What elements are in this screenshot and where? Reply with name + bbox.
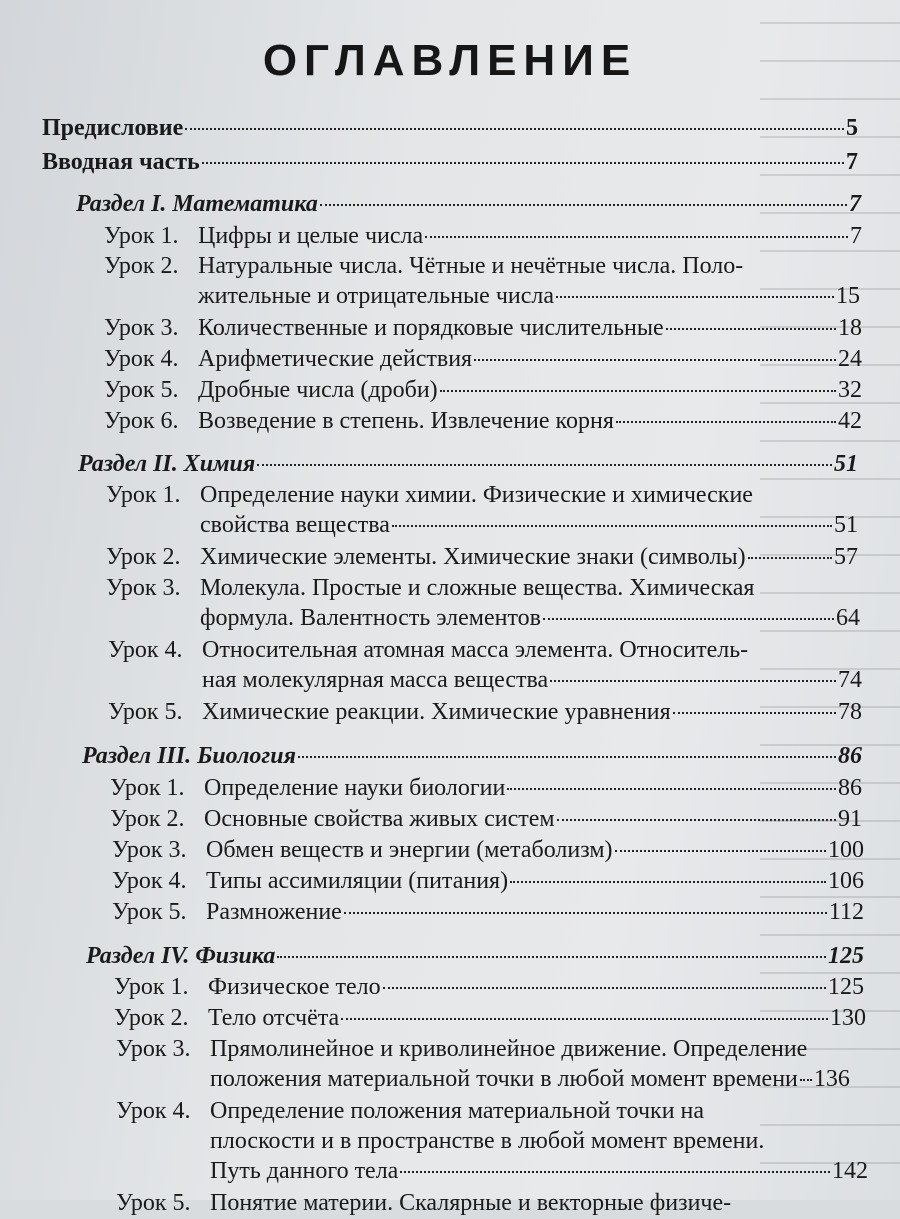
toc-entry-preface (42, 112, 858, 144)
toc-lesson (116, 1095, 868, 1127)
toc-lesson-continuation (202, 664, 862, 696)
toc-lesson (110, 803, 862, 835)
entry-page: 136 (813, 1066, 850, 1092)
lesson-prefix: Урок 1. (114, 974, 189, 1000)
entry-page: 125 (828, 974, 864, 1000)
lesson-label-cont: свойства вещества (200, 512, 390, 538)
lesson-prefix: Урок 5. (112, 899, 187, 925)
dot-leader (474, 359, 836, 361)
toc-lesson-continuation (210, 1155, 868, 1187)
lesson-prefix: Урок 6. (104, 408, 179, 434)
dot-leader (615, 850, 826, 852)
lesson-prefix: Урок 5. (108, 699, 183, 725)
dot-leader (257, 464, 832, 466)
toc-lesson (106, 541, 858, 573)
entry-page: 91 (838, 806, 862, 832)
entry-page: 57 (834, 544, 858, 570)
entry-page: 78 (838, 699, 862, 725)
lesson-label: Прямолинейное и криволинейное движение. Определение (210, 1036, 808, 1062)
toc-section-3 (82, 740, 862, 772)
lesson-label-cont: жительные и отрицательные числа (198, 283, 555, 309)
toc-lesson (104, 374, 862, 406)
dot-leader (392, 525, 832, 527)
lesson-label: Определение науки химии. Физические и химические (200, 482, 753, 508)
lesson-label: Определение положения материальной точки на (210, 1098, 705, 1124)
lesson-prefix: Урок 5. (116, 1190, 191, 1216)
dot-leader (298, 756, 836, 758)
section-label: Раздел III. Биология (82, 743, 296, 769)
lesson-prefix: Урок 4. (104, 346, 179, 372)
dot-leader (800, 1079, 812, 1081)
entry-page: 7 (849, 191, 861, 217)
lesson-label: Тело отсчёта (208, 1005, 340, 1031)
entry-page: 24 (838, 346, 862, 372)
entry-page: 42 (838, 408, 862, 434)
entry-page: 18 (838, 315, 862, 341)
toc-lesson (110, 772, 862, 804)
lesson-label: Молекула. Простые и сложные вещества. Химическая (200, 575, 755, 601)
lesson-label-cont: положения материальной точки в любой момент времени (210, 1066, 798, 1092)
dot-leader (550, 680, 836, 682)
toc-lesson-continuation (200, 509, 858, 541)
entry-page: 64 (836, 605, 860, 631)
section-label: Раздел II. Химия (78, 451, 256, 477)
lesson-label-cont: формула. Валентность элементов (200, 605, 541, 631)
toc-lesson (104, 250, 862, 282)
entry-page: 86 (838, 775, 862, 801)
toc-lesson (104, 312, 862, 344)
toc-lesson-continuation: плоскости и в пространстве в любой момент времени. (210, 1128, 765, 1154)
lesson-prefix: Урок 5. (104, 377, 179, 403)
toc-lesson (116, 1033, 868, 1065)
lesson-label: Физическое тело (208, 974, 381, 1000)
lesson-label: Размножение (206, 899, 342, 925)
lesson-prefix: Урок 1. (110, 775, 185, 801)
entry-page: 100 (828, 837, 864, 863)
lesson-label: Цифры и целые числа (198, 223, 424, 249)
toc-section-1 (76, 188, 861, 220)
toc-entry-introduction (42, 146, 858, 178)
dot-leader (440, 390, 836, 392)
lesson-label-cont: ная молекулярная масса вещества (202, 667, 549, 693)
entry-page: 51 (834, 451, 858, 477)
dot-leader (557, 819, 836, 821)
lesson-prefix: Урок 1. (104, 223, 179, 249)
dot-leader (543, 618, 834, 620)
dot-leader (425, 236, 848, 238)
toc-lesson (114, 1002, 866, 1034)
dot-leader (510, 881, 826, 883)
entry-label: Предисловие (42, 115, 184, 141)
entry-page: 106 (828, 868, 864, 894)
entry-page: 32 (838, 377, 862, 403)
toc-lesson (104, 220, 862, 252)
toc-lesson (112, 865, 864, 897)
entry-page: 74 (838, 667, 862, 693)
dot-leader (507, 788, 836, 790)
section-label: Раздел IV. Физика (86, 943, 276, 969)
lesson-prefix: Урок 1. (106, 482, 181, 508)
lesson-prefix: Урок 4. (108, 637, 183, 663)
dot-leader (748, 557, 832, 559)
dot-leader (616, 421, 836, 423)
lesson-prefix: Урок 2. (110, 806, 185, 832)
dot-leader (383, 987, 826, 989)
lesson-label: Определение науки биологии (204, 775, 506, 801)
lesson-prefix: Урок 4. (112, 868, 187, 894)
entry-label: Вводная часть (42, 149, 200, 175)
lesson-prefix: Урок 2. (106, 544, 181, 570)
lesson-prefix: Урок 3. (112, 837, 187, 863)
toc-lesson (112, 834, 864, 866)
entry-page: 15 (836, 283, 860, 309)
toc-lesson (114, 971, 864, 1003)
entry-page: 51 (834, 512, 858, 538)
toc-lesson (108, 634, 862, 666)
entry-page: 5 (846, 115, 858, 141)
lesson-label: Натуральные числа. Чётные и нечётные числа. Поло- (198, 253, 744, 279)
lesson-prefix: Урок 2. (114, 1005, 189, 1031)
entry-page: 125 (828, 943, 864, 969)
lesson-label: Арифметические действия (198, 346, 473, 372)
toc-lesson (112, 896, 864, 928)
lesson-label: Количественные и порядковые числительные (198, 315, 664, 341)
dot-leader (673, 712, 836, 714)
lesson-label: Основные свойства живых систем (204, 806, 555, 832)
dot-leader (277, 956, 826, 958)
toc-lesson-continuation (210, 1063, 866, 1095)
lesson-label: Относительная атомная масса элемента. Относитель- (202, 637, 749, 663)
entry-page: 7 (846, 149, 858, 175)
page-title: ОГЛАВЛЕНИЕ (262, 36, 638, 85)
toc-section-4 (86, 940, 864, 972)
lesson-label: Химические реакции. Химические уравнения (202, 699, 671, 725)
lesson-label: Понятие материи. Скалярные и векторные физиче- (210, 1190, 732, 1216)
dot-leader (202, 162, 844, 164)
lesson-label: Возведение в степень. Извлечение корня (198, 408, 614, 434)
lesson-label: Типы ассимиляции (питания) (206, 868, 509, 894)
dot-leader (344, 912, 827, 914)
lesson-prefix: Урок 3. (116, 1036, 191, 1062)
toc-lesson (106, 572, 860, 604)
toc-section-2 (78, 448, 858, 480)
lesson-label: Химические элементы. Химические знаки (символы) (200, 544, 746, 570)
lesson-prefix: Урок 2. (104, 253, 179, 279)
toc-lesson-continuation (198, 280, 860, 312)
toc-lesson (116, 1187, 868, 1219)
toc-lesson (104, 343, 862, 375)
toc-lesson (106, 479, 860, 511)
toc-lesson (104, 405, 862, 437)
dot-leader (185, 128, 844, 130)
lesson-prefix: Урок 4. (116, 1098, 191, 1124)
lesson-label: Обмен веществ и энергии (метаболизм) (206, 837, 613, 863)
lesson-label-cont: Путь данного тела (210, 1158, 399, 1184)
dot-leader (666, 328, 836, 330)
toc-lesson-continuation (200, 602, 860, 634)
entry-page: 7 (850, 223, 862, 249)
toc-lesson (108, 696, 862, 728)
entry-page: 86 (838, 743, 862, 769)
lesson-prefix: Урок 3. (104, 315, 179, 341)
lesson-prefix: Урок 3. (106, 575, 181, 601)
lesson-label: Дробные числа (дроби) (198, 377, 438, 403)
dot-leader (341, 1018, 828, 1020)
section-label: Раздел I. Математика (76, 191, 318, 217)
dot-leader (556, 296, 834, 298)
entry-page: 142 (832, 1158, 868, 1184)
dot-leader (400, 1171, 830, 1173)
dot-leader (320, 204, 847, 206)
entry-page: 130 (830, 1005, 866, 1031)
entry-page: 112 (828, 899, 864, 925)
